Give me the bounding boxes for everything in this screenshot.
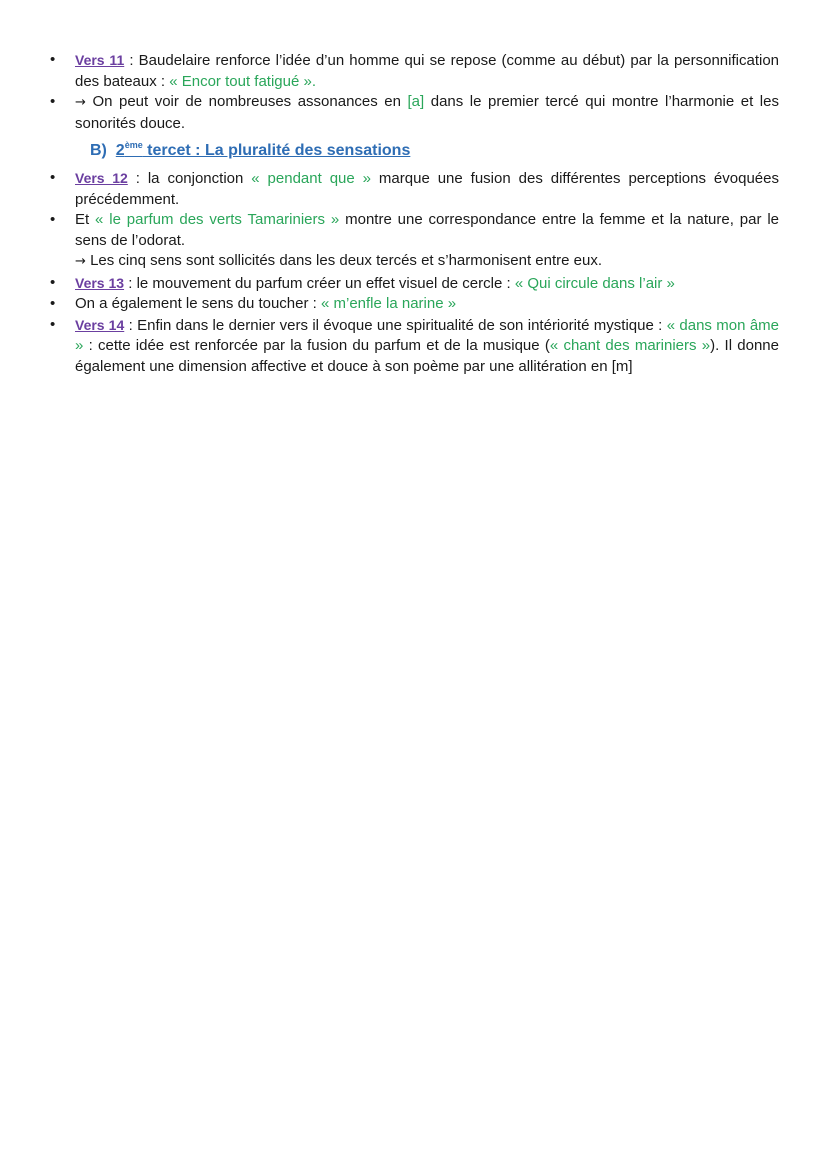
quote: « dans mon âme » <box>75 316 779 354</box>
section-heading: B) 2ème tercet : La pluralité des sensations <box>90 140 411 159</box>
analysis-list-1 <box>0 50 828 134</box>
bullet-icon: • <box>50 295 56 312</box>
bullet-icon: • <box>50 211 56 228</box>
quote: « Qui circule dans l’air » <box>514 274 675 292</box>
arrow-icon: → <box>75 95 86 110</box>
list-item: • Vers 11 : Baudelaire renforce l’idée d’un homme qui se repose (comme au début) par la personnification des bateaux : « Encor tout fatigué ». <box>50 51 780 90</box>
arrow-icon: → <box>75 254 86 269</box>
list-item: • Vers 14 : Enfin dans le dernier vers il évoque une spiritualité de son intériorité mystique : « dans mon âme » : cette idée est renforcée par la fusion du parfum et de la musique (« chant des mariniers »). Il donne également une dimension affective et douce à son poème par une allitération en [m] <box>50 315 779 375</box>
list-item: • On a également le sens du toucher : « m’enfle la narine » <box>0 294 828 315</box>
list-item: • Et « le parfum des verts Tamariniers » montre une correspondance entre la femme et la nature, par le sens de l’odorat. <box>50 211 779 249</box>
quote: « Encor tout fatigué ». <box>169 72 316 90</box>
quote: « m’enfle la narine » <box>320 295 457 312</box>
bullet-icon: • <box>50 93 56 110</box>
quote: « chant des mariniers » <box>549 337 711 354</box>
vers-label: Vers 12 <box>75 170 128 186</box>
list-item-continuation: → Les cinq sens sont sollicités dans les deux tercés et s’harmonisent entre eux. <box>75 252 603 269</box>
bullet-icon: • <box>50 273 56 291</box>
vers-label: Vers 11 <box>75 52 125 68</box>
vers-label: Vers 13 <box>75 274 125 291</box>
bullet-icon: • <box>50 51 56 68</box>
quote: « le parfum des verts Tamariniers » <box>95 211 340 228</box>
heading-title: 2ème tercet : La pluralité des sensations <box>115 140 411 159</box>
list-item: • Vers 13 : le mouvement du parfum créer un effet visuel de cercle : « Qui circule dans l’air » <box>50 273 675 292</box>
vers-label: Vers 14 <box>75 316 125 333</box>
list-item: • → On peut voir de nombreuses assonances en [a] dans le premier tercé qui montre l’harmonie et les sonorités douce. <box>50 93 779 132</box>
bullet-icon: • <box>50 169 56 186</box>
quote: « pendant que » <box>251 170 371 187</box>
analysis-list-2 <box>0 168 828 377</box>
quote: [a] <box>407 93 425 110</box>
list-item: • Vers 12 : la conjonction « pendant que » marque une fusion des différentes perceptions évoquées précédemment. <box>50 169 779 208</box>
bullet-icon: • <box>50 315 56 333</box>
